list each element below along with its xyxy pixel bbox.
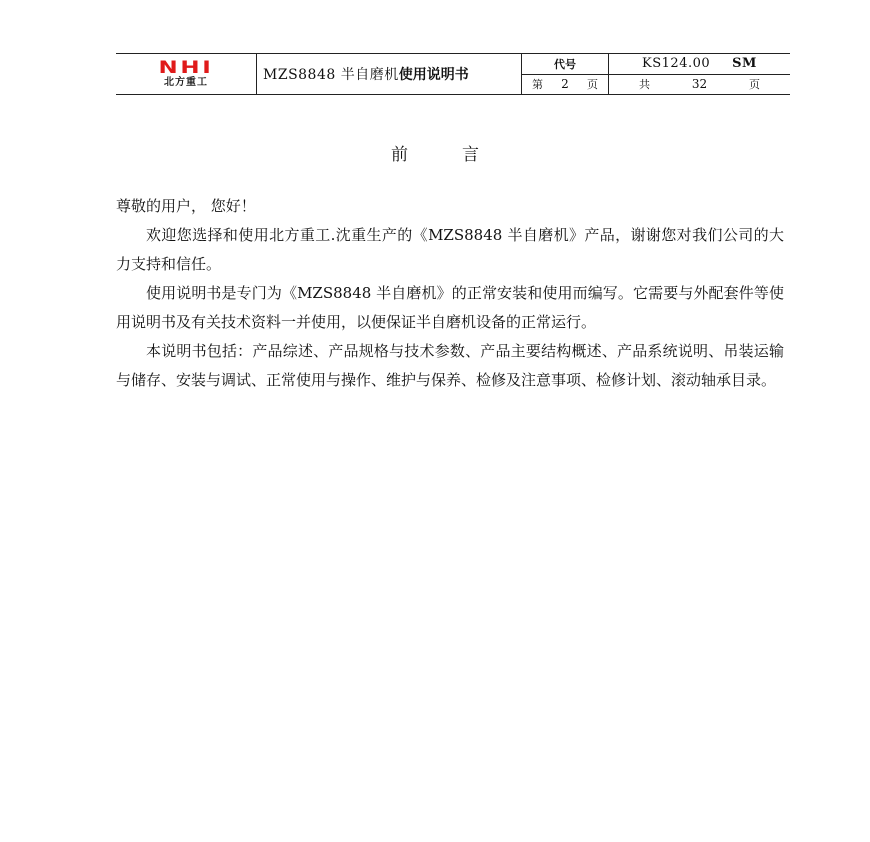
page-unit: 页 xyxy=(586,78,598,92)
total-unit: 页 xyxy=(749,78,760,92)
code-suffix: SM xyxy=(732,56,757,72)
document-body xyxy=(116,192,784,395)
page-indicator xyxy=(522,74,609,94)
body-paragraph: 欢迎您选择和使用北方重工.沈重生产的《MZS8848 半自磨机》产品，谢谢您对我们公司的大力支持和信任。 xyxy=(116,226,784,273)
greeting-paragraph: 尊敬的用户， 您好！ xyxy=(116,197,256,215)
body-paragraph: 使用说明书是专门为《MZS8848 半自磨机》的正常安装和使用而编写。它需要与外配套件等使用说明书及有关技术资料一并使用，以便保证半自磨机设备的正常运行。 xyxy=(116,284,784,331)
header-title-cell xyxy=(257,54,522,95)
header-title-model: MZS8848 半自磨机 xyxy=(263,67,399,83)
header-logo-cell xyxy=(116,54,257,95)
body-paragraph: 本说明书包括：产品综述、产品规格与技术参数、产品主要结构概述、产品系统说明、吊装运输与储存、安装与调试、正常使用与操作、维护与保养、检修及注意事项、检修计划、滚动轴承目录。 xyxy=(116,342,784,389)
code-value-cell xyxy=(609,54,791,74)
heading-char: 言 xyxy=(462,145,479,165)
page-number: 2 xyxy=(561,77,569,92)
company-logo xyxy=(158,57,214,88)
total-number: 32 xyxy=(691,77,708,92)
code-label: 代号 xyxy=(522,54,609,74)
total-prefix: 共 xyxy=(639,78,650,92)
total-pages-indicator xyxy=(609,74,791,94)
document-header-table xyxy=(116,53,790,95)
header-title-doc: 使用说明书 xyxy=(398,67,469,83)
heading-char: 前 xyxy=(391,145,408,165)
code-value: KS124.00 xyxy=(642,56,711,72)
logo-chinese-text: 北方重工 xyxy=(164,76,208,88)
page-heading xyxy=(0,140,870,165)
page-prefix: 第 xyxy=(532,78,543,92)
logo-latin-text: NHI xyxy=(158,57,214,78)
header-meta-grid xyxy=(522,54,790,94)
header-meta-cell xyxy=(522,54,791,95)
